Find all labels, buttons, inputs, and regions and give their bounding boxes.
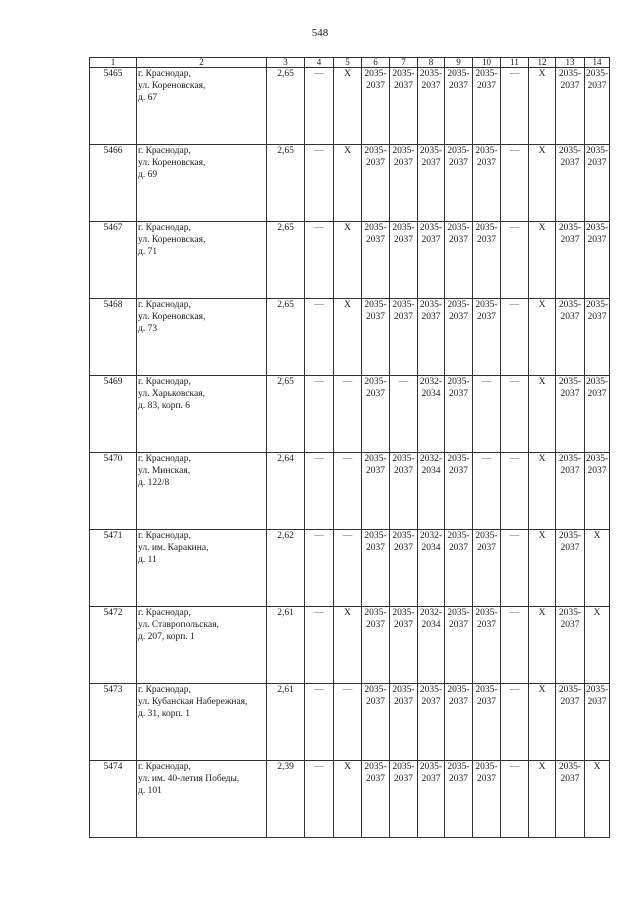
record-number: 5472: [90, 607, 137, 684]
address-line: ул. Кореновская,: [138, 235, 206, 245]
period-cell: 2032-2034: [418, 453, 445, 530]
address-line: г. Краснодар,: [138, 685, 191, 695]
period-cell: 2035-2037: [445, 684, 473, 761]
period-cell: 2035-2037: [418, 68, 445, 145]
record-number: 5467: [90, 222, 137, 299]
address-line: д. 73: [138, 324, 158, 334]
mark-cell: X: [334, 145, 362, 222]
period-cell: 2035-2037: [362, 376, 390, 453]
address-line: г. Краснодар,: [138, 223, 191, 233]
value-cell: 2,39: [267, 761, 305, 838]
table-row: [90, 453, 610, 530]
dash-cell: —: [305, 376, 334, 453]
address-line: г. Краснодар,: [138, 608, 191, 618]
period-cell: 2035-2037: [390, 145, 418, 222]
mark-cell: X: [529, 684, 556, 761]
register-table: [89, 57, 610, 838]
address-line: г. Краснодар,: [138, 377, 191, 387]
record-number: 5470: [90, 453, 137, 530]
dash-cell: —: [305, 299, 334, 376]
column-number: 14: [585, 58, 610, 68]
mark-cell: X: [334, 299, 362, 376]
period-cell: 2035-2037: [362, 453, 390, 530]
table-row: [90, 145, 610, 222]
period-cell: 2035-2037: [445, 376, 473, 453]
period-cell: 2032-2034: [418, 530, 445, 607]
period-cell: 2035-2037: [556, 222, 585, 299]
period-cell: 2035-2037: [445, 607, 473, 684]
address-line: ул. им. 40-летия Победы,: [138, 774, 240, 784]
dash-cell: —: [501, 684, 529, 761]
dash-cell: —: [305, 145, 334, 222]
mark-cell: X: [529, 453, 556, 530]
period-cell: 2035-2037: [585, 222, 610, 299]
mark-cell: X: [529, 299, 556, 376]
period-cell: 2035-2037: [418, 299, 445, 376]
column-number: 13: [556, 58, 585, 68]
column-number: 11: [501, 58, 529, 68]
period-cell: 2035-2037: [585, 684, 610, 761]
period-cell: 2035-2037: [473, 68, 501, 145]
dash-cell: —: [390, 376, 418, 453]
mark-cell: X: [529, 145, 556, 222]
period-cell: 2035-2037: [362, 761, 390, 838]
mark-cell: X: [585, 607, 610, 684]
dash-cell: —: [501, 761, 529, 838]
column-number: 10: [473, 58, 501, 68]
mark-cell: X: [585, 761, 610, 838]
address-line: ул. Харьковская,: [138, 389, 205, 399]
table-row: [90, 68, 610, 145]
period-cell: 2035-2037: [418, 761, 445, 838]
record-number: 5468: [90, 299, 137, 376]
dash-cell: —: [501, 376, 529, 453]
address-cell: [137, 761, 267, 838]
period-cell: 2035-2037: [362, 607, 390, 684]
period-cell: 2035-2037: [585, 453, 610, 530]
address-line: д. 67: [138, 93, 158, 103]
period-cell: 2035-2037: [556, 761, 585, 838]
period-cell: 2035-2037: [556, 145, 585, 222]
address-line: ул. Кореновская,: [138, 158, 206, 168]
address-line: ул. им. Каракина,: [138, 543, 209, 553]
page-number: 548: [311, 27, 329, 39]
period-cell: 2035-2037: [473, 607, 501, 684]
column-number: 8: [418, 58, 445, 68]
address-cell: [137, 530, 267, 607]
dash-cell: —: [305, 453, 334, 530]
period-cell: 2035-2037: [445, 530, 473, 607]
mark-cell: X: [529, 376, 556, 453]
value-cell: 2,65: [267, 299, 305, 376]
dash-cell: —: [501, 453, 529, 530]
value-cell: 2,64: [267, 453, 305, 530]
record-number: 5474: [90, 761, 137, 838]
period-cell: 2035-2037: [390, 68, 418, 145]
dash-cell: —: [305, 68, 334, 145]
table-row: [90, 761, 610, 838]
record-number: 5465: [90, 68, 137, 145]
value-cell: 2,65: [267, 222, 305, 299]
period-cell: 2035-2037: [556, 376, 585, 453]
dash-cell: —: [305, 607, 334, 684]
mark-cell: X: [529, 607, 556, 684]
value-cell: 2,65: [267, 68, 305, 145]
dash-cell: —: [334, 376, 362, 453]
table-row: [90, 299, 610, 376]
period-cell: 2035-2037: [362, 684, 390, 761]
address-line: г. Краснодар,: [138, 300, 191, 310]
column-number: 3: [267, 58, 305, 68]
column-number: 4: [305, 58, 334, 68]
record-number: 5473: [90, 684, 137, 761]
address-line: д. 71: [138, 247, 158, 257]
dash-cell: —: [334, 453, 362, 530]
period-cell: 2035-2037: [585, 376, 610, 453]
mark-cell: X: [529, 761, 556, 838]
address-line: д. 122/8: [138, 478, 170, 488]
period-cell: 2035-2037: [362, 222, 390, 299]
dash-cell: —: [501, 607, 529, 684]
period-cell: 2032-2034: [418, 607, 445, 684]
column-number: 2: [137, 58, 267, 68]
value-cell: 2,65: [267, 376, 305, 453]
dash-cell: —: [334, 530, 362, 607]
period-cell: 2035-2037: [556, 607, 585, 684]
period-cell: 2035-2037: [585, 68, 610, 145]
column-number: 1: [90, 58, 137, 68]
period-cell: 2035-2037: [418, 222, 445, 299]
address-cell: [137, 607, 267, 684]
period-cell: 2035-2037: [473, 145, 501, 222]
period-cell: 2035-2037: [473, 530, 501, 607]
period-cell: 2035-2037: [556, 453, 585, 530]
period-cell: 2035-2037: [556, 299, 585, 376]
period-cell: 2035-2037: [445, 145, 473, 222]
record-number: 5466: [90, 145, 137, 222]
address-line: д. 101: [138, 786, 162, 796]
address-cell: [137, 376, 267, 453]
address-line: д. 69: [138, 170, 158, 180]
address-line: ул. Минская,: [138, 466, 191, 476]
dash-cell: —: [305, 222, 334, 299]
period-cell: 2035-2037: [473, 684, 501, 761]
mark-cell: X: [529, 530, 556, 607]
dash-cell: —: [501, 299, 529, 376]
table-body: [90, 58, 610, 838]
table-row: [90, 607, 610, 684]
dash-cell: —: [501, 530, 529, 607]
dash-cell: —: [473, 453, 501, 530]
address-line: г. Краснодар,: [138, 454, 191, 464]
address-line: д. 11: [138, 555, 157, 565]
address-cell: [137, 453, 267, 530]
period-cell: 2035-2037: [585, 145, 610, 222]
period-cell: 2035-2037: [473, 222, 501, 299]
dash-cell: —: [334, 684, 362, 761]
address-line: г. Краснодар,: [138, 146, 191, 156]
mark-cell: X: [585, 530, 610, 607]
dash-cell: —: [305, 761, 334, 838]
address-cell: [137, 299, 267, 376]
period-cell: 2035-2037: [445, 299, 473, 376]
table-row: [90, 530, 610, 607]
address-cell: [137, 222, 267, 299]
period-cell: 2035-2037: [362, 145, 390, 222]
mark-cell: X: [334, 222, 362, 299]
dash-cell: —: [305, 684, 334, 761]
period-cell: 2035-2037: [473, 299, 501, 376]
period-cell: 2035-2037: [390, 530, 418, 607]
period-cell: 2032-2034: [418, 376, 445, 453]
address-line: д. 207, корп. 1: [138, 632, 195, 642]
table-row: [90, 376, 610, 453]
table-row: [90, 684, 610, 761]
address-cell: [137, 145, 267, 222]
period-cell: 2035-2037: [362, 68, 390, 145]
period-cell: 2035-2037: [418, 145, 445, 222]
period-cell: 2035-2037: [418, 684, 445, 761]
period-cell: 2035-2037: [362, 530, 390, 607]
dash-cell: —: [473, 376, 501, 453]
period-cell: 2035-2037: [445, 761, 473, 838]
mark-cell: X: [334, 68, 362, 145]
period-cell: 2035-2037: [445, 68, 473, 145]
address-cell: [137, 684, 267, 761]
period-cell: 2035-2037: [445, 453, 473, 530]
record-number: 5469: [90, 376, 137, 453]
period-cell: 2035-2037: [556, 684, 585, 761]
column-number: 5: [334, 58, 362, 68]
period-cell: 2035-2037: [585, 299, 610, 376]
mark-cell: X: [529, 68, 556, 145]
period-cell: 2035-2037: [390, 684, 418, 761]
address-cell: [137, 68, 267, 145]
header-row: [90, 58, 610, 68]
dash-cell: —: [501, 145, 529, 222]
period-cell: 2035-2037: [556, 530, 585, 607]
period-cell: 2035-2037: [473, 761, 501, 838]
record-number: 5471: [90, 530, 137, 607]
dash-cell: —: [501, 222, 529, 299]
period-cell: 2035-2037: [390, 299, 418, 376]
address-line: г. Краснодар,: [138, 69, 191, 79]
value-cell: 2,62: [267, 530, 305, 607]
address-line: г. Краснодар,: [138, 762, 191, 772]
column-number: 9: [445, 58, 473, 68]
dash-cell: —: [501, 68, 529, 145]
value-cell: 2,65: [267, 145, 305, 222]
column-number: 6: [362, 58, 390, 68]
column-number: 7: [390, 58, 418, 68]
table-row: [90, 222, 610, 299]
mark-cell: X: [334, 761, 362, 838]
address-line: д. 83, корп. 6: [138, 401, 191, 411]
address-line: г. Краснодар,: [138, 531, 191, 541]
column-number: 12: [529, 58, 556, 68]
address-line: ул. Кореновская,: [138, 312, 206, 322]
period-cell: 2035-2037: [445, 222, 473, 299]
period-cell: 2035-2037: [390, 761, 418, 838]
period-cell: 2035-2037: [390, 222, 418, 299]
address-line: д. 31, корп. 1: [138, 709, 191, 719]
period-cell: 2035-2037: [362, 299, 390, 376]
address-line: ул. Кореновская,: [138, 81, 206, 91]
address-line: ул. Ставропольская,: [138, 620, 219, 630]
mark-cell: X: [529, 222, 556, 299]
mark-cell: X: [334, 607, 362, 684]
dash-cell: —: [305, 530, 334, 607]
address-line: ул. Кубанская Набережная,: [138, 697, 248, 707]
value-cell: 2,61: [267, 607, 305, 684]
period-cell: 2035-2037: [390, 453, 418, 530]
period-cell: 2035-2037: [390, 607, 418, 684]
value-cell: 2,61: [267, 684, 305, 761]
period-cell: 2035-2037: [556, 68, 585, 145]
